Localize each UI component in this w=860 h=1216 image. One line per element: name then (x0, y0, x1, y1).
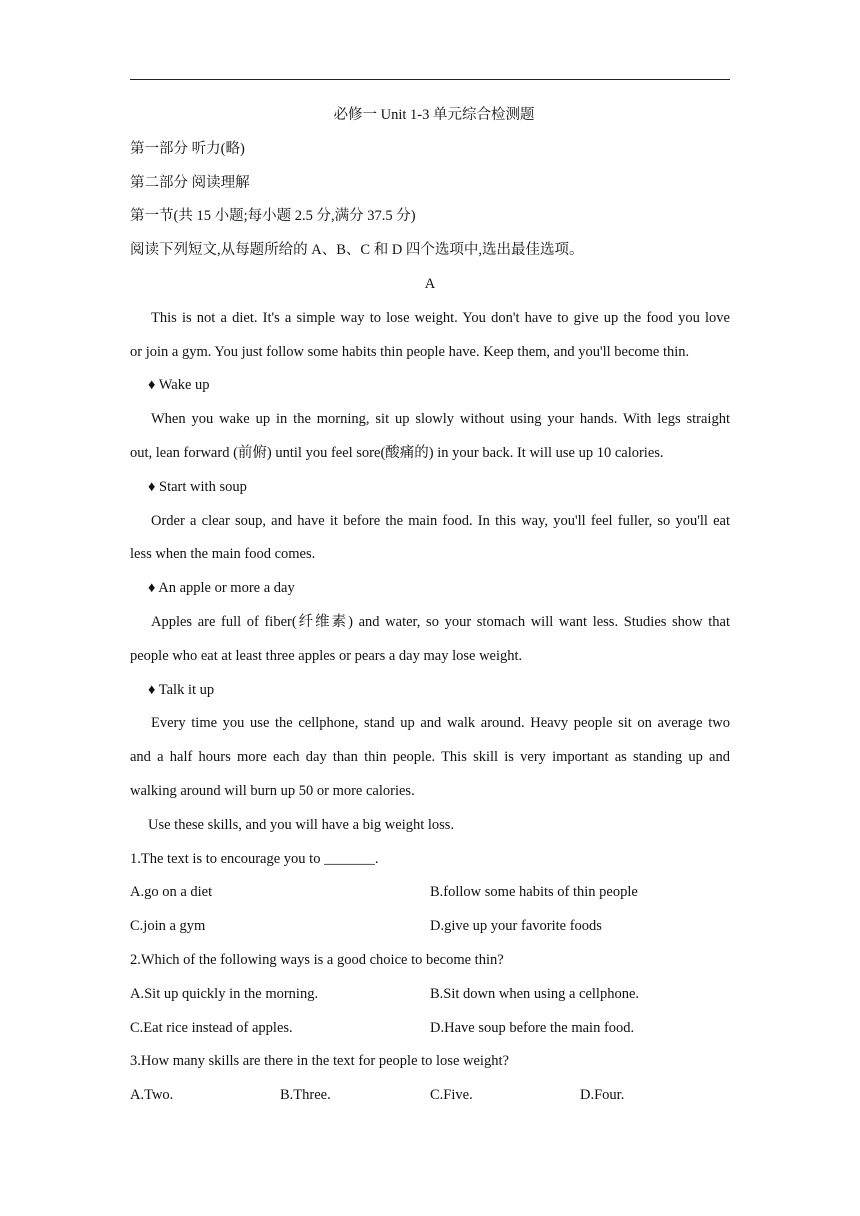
question-3-option-d: D.Four. (580, 1087, 625, 1104)
question-3-option-b: B.Three. (280, 1087, 331, 1104)
question-2-option-b: B.Sit down when using a cellphone. (430, 985, 640, 1002)
part-one-heading: 第一部分 听力(略) (130, 140, 245, 157)
tip-apple-line-2: people who eat at least three apples or pears a day may lose weight. (130, 647, 523, 664)
tip-wake-up-line-2: out, lean forward (前俯) until you feel sore(酸痛的) in your back. It will use up 10 calories. (130, 444, 664, 461)
question-1-option-c: C.join a gym (130, 918, 206, 935)
document-title: 必修一 Unit 1-3 单元综合检测题 (333, 107, 535, 123)
question-1-option-a: A.go on a diet (130, 884, 213, 901)
intro-line-1: This is not a diet. It's a simple way to lose weight. You don't have to give up the food you love (151, 309, 730, 326)
question-1-option-b: B.follow some habits of thin people (430, 884, 638, 901)
instruction-text: 阅读下列短文,从每题所给的 A、B、C 和 D 四个选项中,选出最佳选项。 (130, 242, 584, 259)
tip-soup-line-1: Order a clear soup, and have it before the main food. In this way, you'll feel fuller, so you'll eat (151, 512, 730, 529)
question-2-option-d: D.Have soup before the main food. (430, 1019, 635, 1036)
question-2-option-a: A.Sit up quickly in the morning. (130, 985, 319, 1002)
conclusion-text: Use these skills, and you will have a big weight loss. (148, 816, 455, 833)
question-2-option-c: C.Eat rice instead of apples. (130, 1019, 293, 1036)
document-body (130, 104, 730, 1118)
question-2-stem: 2.Which of the following ways is a good choice to become thin? (130, 951, 504, 968)
question-1-option-d: D.give up your favorite foods (430, 918, 602, 935)
tip-apple-line-1: Apples are full of fiber(纤维素) and water, so your stomach will want less. Studies show that (151, 613, 730, 630)
question-3-option-c: C.Five. (430, 1087, 473, 1104)
passage-label: A (424, 275, 436, 292)
tip-heading-talk: ♦ Talk it up (148, 681, 215, 698)
question-3-stem: 3.How many skills are there in the text for people to lose weight? (130, 1053, 509, 1070)
tip-talk-line-2: and a half hours more each day than thin people. This skill is very important as standing up and (130, 749, 730, 766)
question-2-options-row-2 (130, 1017, 730, 1051)
tip-talk-line-3: walking around will burn up 50 or more calories. (130, 782, 415, 799)
tip-wake-up-line-1: When you wake up in the morning, sit up slowly without using your hands. With legs straight (151, 411, 730, 428)
question-3-options-row (130, 1084, 730, 1118)
intro-line-2: or join a gym. You just follow some habits thin people have. Keep them, and you'll become thin. (130, 343, 690, 360)
header-rule (130, 79, 730, 80)
section-one-heading: 第一节(共 15 小题;每小题 2.5 分,满分 37.5 分) (130, 208, 416, 225)
tip-heading-apple: ♦ An apple or more a day (148, 580, 295, 597)
question-1-stem: 1.The text is to encourage you to _______. (130, 850, 379, 867)
question-1-options-row-1 (130, 881, 730, 915)
tip-heading-wake-up: ♦ Wake up (148, 377, 210, 394)
tip-heading-soup: ♦ Start with soup (148, 478, 247, 495)
question-2-options-row-1 (130, 983, 730, 1017)
tip-talk-line-1: Every time you use the cellphone, stand up and walk around. Heavy people sit on average two (151, 715, 730, 732)
part-two-heading: 第二部分 阅读理解 (130, 174, 250, 191)
question-1-options-row-2 (130, 915, 730, 949)
tip-soup-line-2: less when the main food comes. (130, 546, 316, 563)
question-3-option-a: A.Two. (130, 1087, 174, 1104)
